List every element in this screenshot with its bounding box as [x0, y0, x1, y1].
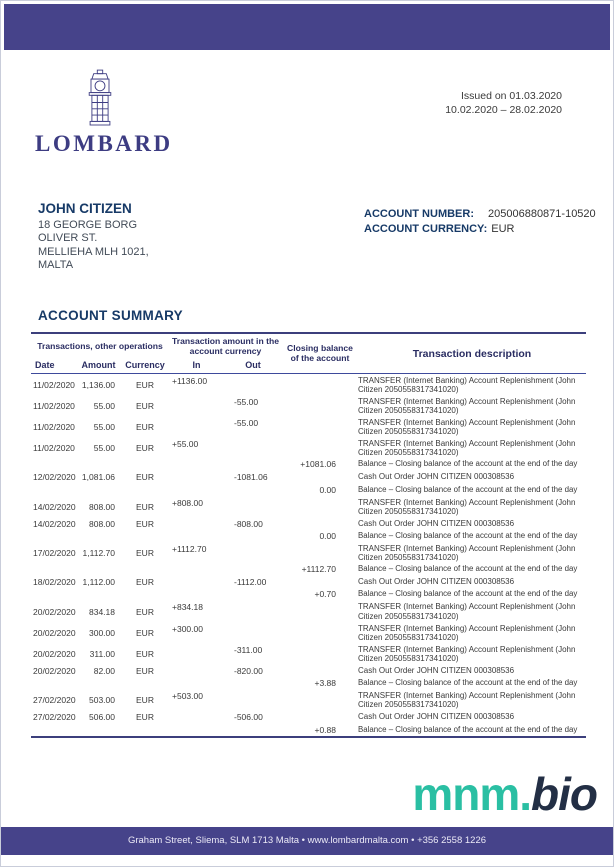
- cell-out: -311.00: [234, 644, 263, 655]
- cell-in: +503.00: [172, 691, 203, 702]
- mnm-watermark-dark: bio: [531, 768, 597, 820]
- cell-date: 17/02/2020: [33, 548, 76, 559]
- cell-in: [169, 588, 224, 600]
- cell-date: 14/02/2020: [33, 518, 76, 529]
- cell-currency: EUR: [136, 665, 154, 676]
- cell-in: [169, 395, 224, 416]
- cell-out: [224, 484, 282, 496]
- transactions-table-wrap: [31, 332, 586, 738]
- cell-in: [169, 458, 224, 470]
- cell-in: [169, 664, 224, 677]
- customer-address-line2: OLIVER ST.: [38, 232, 98, 245]
- cell-date: 27/02/2020: [33, 695, 76, 706]
- cell-date: [31, 458, 76, 470]
- cell-desc: Balance – Closing balance of the account at the end of the day: [358, 564, 578, 574]
- cell-out: [224, 373, 282, 395]
- cell-amount: 506.00: [89, 712, 115, 723]
- cell-closing: [282, 689, 358, 710]
- cell-currency: EUR: [136, 648, 154, 659]
- lombard-logo: [35, 67, 173, 157]
- transaction-row: [31, 576, 586, 589]
- cell-amount: [76, 484, 121, 496]
- cell-date: 27/02/2020: [33, 712, 76, 723]
- column-header-currency: Currency: [125, 359, 165, 370]
- cell-date: 20/02/2020: [33, 627, 76, 638]
- cell-out: [224, 724, 282, 737]
- cell-in: [169, 530, 224, 542]
- customer-address-block: [38, 201, 149, 273]
- cell-in: +55.00: [172, 439, 199, 450]
- cell-amount: 300.00: [89, 627, 115, 638]
- cell-date: [31, 563, 76, 575]
- balance-row: [31, 724, 586, 737]
- cell-closing: [282, 395, 358, 416]
- cell-amount: 55.00: [93, 443, 115, 454]
- balance-row: [31, 458, 586, 470]
- cell-out: [224, 601, 282, 622]
- cell-out: [224, 588, 282, 600]
- cell-in: [169, 484, 224, 496]
- cell-amount: 1,136.00: [81, 379, 115, 390]
- cell-desc: Balance – Closing balance of the account at the end of the day: [358, 484, 578, 494]
- cell-currency: [121, 563, 169, 575]
- cell-closing: [282, 373, 358, 395]
- cell-desc: TRANSFER (Internet Banking) Account Replenishment (John Citizen 2050558317341020): [358, 691, 576, 710]
- cell-in: +300.00: [172, 623, 203, 634]
- cell-date: 11/02/2020: [33, 443, 75, 454]
- cell-out: [224, 622, 282, 643]
- cell-currency: [121, 724, 169, 737]
- cell-desc: Balance – Closing balance of the account at the end of the day: [358, 724, 578, 734]
- cell-desc: TRANSFER (Internet Banking) Account Replenishment (John Citizen 2050558317341020): [358, 602, 576, 621]
- account-number-row: [364, 207, 596, 222]
- cell-date: [31, 588, 76, 600]
- account-summary-title: ACCOUNT SUMMARY: [38, 308, 183, 323]
- cell-closing: +1112.70: [301, 564, 336, 575]
- column-header-out: Out: [245, 359, 261, 370]
- account-currency-value: EUR: [491, 222, 515, 235]
- mnm-watermark-teal: mnm.: [412, 768, 532, 820]
- group-header-description: Transaction description: [412, 347, 532, 360]
- cell-amount: [76, 677, 121, 689]
- cell-amount: [76, 563, 121, 575]
- cell-currency: [121, 458, 169, 470]
- transaction-row: [31, 622, 586, 643]
- cell-date: 11/02/2020: [33, 379, 75, 390]
- transaction-row: [31, 689, 586, 710]
- column-header-amount: Amount: [81, 359, 116, 370]
- cell-amount: 55.00: [93, 421, 115, 432]
- cell-date: 11/02/2020: [33, 421, 75, 432]
- cell-desc: TRANSFER (Internet Banking) Account Replenishment (John Citizen 2050558317341020): [358, 417, 576, 437]
- cell-desc: TRANSFER (Internet Banking) Account Replenishment (John Citizen 2050558317341020): [358, 644, 576, 663]
- cell-date: 11/02/2020: [33, 400, 75, 411]
- cell-out: -55.00: [234, 396, 259, 407]
- cell-date: 20/02/2020: [33, 665, 76, 676]
- cell-date: 20/02/2020: [33, 606, 76, 617]
- cell-date: [31, 530, 76, 542]
- cell-currency: EUR: [136, 443, 154, 454]
- top-brand-band: [4, 4, 610, 50]
- mnm-bio-watermark: [412, 768, 597, 820]
- customer-name: JOHN CITIZEN: [38, 201, 132, 216]
- cell-closing: +3.88: [314, 678, 336, 689]
- group-header-amount-currency: Transaction amount in the account currency: [172, 336, 279, 356]
- statement-issue-info: [445, 89, 562, 117]
- cell-closing: [282, 643, 358, 664]
- transaction-row: [31, 373, 586, 395]
- cell-amount: 1,112.70: [82, 548, 115, 559]
- cell-closing: 0.00: [319, 530, 336, 541]
- cell-currency: [121, 484, 169, 496]
- cell-amount: 1,081.06: [81, 472, 115, 483]
- cell-out: [224, 677, 282, 689]
- cell-closing: [282, 496, 358, 517]
- cell-currency: EUR: [136, 472, 154, 483]
- cell-amount: 55.00: [93, 400, 115, 411]
- cell-date: [31, 484, 76, 496]
- column-header-date: Date: [35, 359, 55, 370]
- cell-amount: [76, 588, 121, 600]
- brand-wordmark: LOMBARD: [35, 131, 173, 156]
- cell-currency: EUR: [136, 695, 154, 706]
- cell-out: -820.00: [234, 665, 263, 676]
- cell-out: [224, 437, 282, 458]
- group-header-closing-balance: Closing balance of the account: [287, 343, 353, 363]
- cell-amount: 503.00: [89, 695, 115, 706]
- account-info-block: [364, 207, 596, 237]
- cell-date: [31, 724, 76, 737]
- cell-amount: 834.18: [89, 606, 115, 617]
- cell-closing: [282, 576, 358, 589]
- cell-in: [169, 471, 224, 484]
- table-header: [31, 334, 586, 373]
- cell-currency: [121, 530, 169, 542]
- cell-out: -506.00: [234, 712, 263, 723]
- cell-currency: EUR: [136, 501, 154, 512]
- group-header-transactions: Transactions, other operations: [37, 340, 163, 351]
- transaction-row: [31, 496, 586, 517]
- issued-date: Issued on 01.03.2020: [460, 90, 562, 102]
- cell-closing: [282, 622, 358, 643]
- table-body: [31, 373, 586, 736]
- group-header-row: [31, 334, 586, 359]
- customer-address-line1: 18 GEORGE BORG: [38, 219, 138, 231]
- cell-date: 18/02/2020: [33, 577, 76, 588]
- cell-amount: 82.00: [93, 665, 115, 676]
- statement-period: 10.02.2020 – 28.02.2020: [445, 104, 562, 117]
- cell-desc: Balance – Closing balance of the account at the end of the day: [358, 459, 578, 469]
- footer-contact-text: Graham Street, Sliema, SLM 1713 Malta • www.lombardmalta.com • +356 2558 1226: [127, 835, 487, 846]
- balance-row: [31, 530, 586, 542]
- account-number-value: 205006880871-10520: [488, 208, 596, 220]
- transaction-row: [31, 542, 586, 563]
- transaction-row: [31, 471, 586, 484]
- cell-desc: TRANSFER (Internet Banking) Account Replenishment (John Citizen 2050558317341020): [358, 375, 576, 394]
- cell-out: [224, 458, 282, 470]
- customer-address-line4: MALTA: [38, 259, 74, 272]
- cell-in: [169, 517, 224, 530]
- cell-currency: EUR: [136, 606, 154, 617]
- cell-desc: Balance – Closing balance of the account at the end of the day: [358, 678, 578, 688]
- transaction-row: [31, 437, 586, 458]
- account-number-label: ACCOUNT NUMBER:: [364, 208, 474, 220]
- cell-currency: EUR: [136, 627, 154, 638]
- cell-in: +808.00: [172, 497, 203, 508]
- cell-in: [169, 563, 224, 575]
- cell-desc: Cash Out Order JOHN CITIZEN 000308536: [358, 665, 515, 675]
- transaction-row: [31, 643, 586, 664]
- cell-in: [169, 711, 224, 724]
- cell-in: +1112.70: [172, 543, 207, 554]
- cell-closing: [282, 517, 358, 530]
- cell-amount: 808.00: [89, 501, 115, 512]
- cell-currency: EUR: [136, 548, 154, 559]
- cell-date: 12/02/2020: [33, 472, 76, 483]
- cell-amount: 311.00: [89, 648, 115, 659]
- cell-in: +1136.00: [172, 375, 208, 386]
- cell-closing: [282, 711, 358, 724]
- cell-desc: Cash Out Order JOHN CITIZEN 000308536: [358, 518, 515, 528]
- cell-desc: Balance – Closing balance of the account at the end of the day: [358, 589, 578, 599]
- balance-row: [31, 484, 586, 496]
- cell-closing: 0.00: [319, 484, 336, 495]
- cell-closing: +1081.06: [300, 459, 336, 470]
- cell-currency: EUR: [136, 577, 154, 588]
- cell-amount: [76, 530, 121, 542]
- cell-out: [224, 530, 282, 542]
- cell-desc: TRANSFER (Internet Banking) Account Replenishment (John Citizen 2050558317341020): [358, 497, 576, 516]
- cell-in: [169, 416, 224, 437]
- cell-currency: EUR: [136, 421, 154, 432]
- cell-currency: [121, 677, 169, 689]
- footer-contact-bar: [1, 827, 613, 855]
- cell-closing: +0.70: [314, 589, 336, 600]
- cell-desc: Cash Out Order JOHN CITIZEN 000308536: [358, 472, 515, 482]
- cell-amount: [76, 724, 121, 737]
- cell-out: [224, 542, 282, 563]
- cell-amount: 808.00: [89, 518, 115, 529]
- cell-in: [169, 576, 224, 589]
- tower-icon: [35, 67, 165, 129]
- cell-desc: Cash Out Order JOHN CITIZEN 000308536: [358, 712, 515, 722]
- transactions-table: [31, 334, 586, 738]
- cell-closing: +0.88: [314, 724, 336, 735]
- cell-closing: [282, 416, 358, 437]
- transaction-row: [31, 395, 586, 416]
- cell-closing: [282, 664, 358, 677]
- cell-out: -808.00: [234, 518, 263, 529]
- cell-in: +834.18: [172, 602, 203, 613]
- transaction-row: [31, 416, 586, 437]
- account-currency-label: ACCOUNT CURRENCY:: [364, 222, 488, 235]
- cell-desc: TRANSFER (Internet Banking) Account Replenishment (John Citizen 2050558317341020): [358, 543, 576, 563]
- cell-closing: [282, 471, 358, 484]
- cell-amount: [76, 458, 121, 470]
- cell-date: 20/02/2020: [33, 648, 76, 659]
- cell-desc: TRANSFER (Internet Banking) Account Replenishment (John Citizen 2050558317341020): [358, 439, 576, 458]
- cell-in: [169, 677, 224, 689]
- cell-closing: [282, 542, 358, 563]
- balance-row: [31, 677, 586, 689]
- cell-currency: EUR: [136, 712, 154, 723]
- cell-out: [224, 563, 282, 575]
- account-currency-row: [364, 222, 596, 237]
- cell-closing: [282, 437, 358, 458]
- cell-currency: EUR: [136, 518, 154, 529]
- column-header-in: In: [192, 359, 201, 370]
- cell-desc: TRANSFER (Internet Banking) Account Replenishment (John Citizen 2050558317341020): [358, 396, 576, 415]
- cell-in: [169, 643, 224, 664]
- cell-closing: [282, 601, 358, 622]
- cell-out: -1081.06: [234, 472, 268, 483]
- balance-row: [31, 588, 586, 600]
- cell-amount: 1,112.00: [82, 577, 115, 588]
- cell-out: -55.00: [234, 417, 259, 428]
- cell-in: [169, 724, 224, 737]
- cell-out: [224, 496, 282, 517]
- cell-currency: EUR: [136, 400, 154, 411]
- customer-address-line3: MELLIEHA MLH 1021,: [38, 245, 149, 258]
- cell-desc: Balance – Closing balance of the account at the end of the day: [358, 530, 578, 540]
- cell-currency: EUR: [136, 379, 154, 390]
- transaction-row: [31, 711, 586, 724]
- cell-date: 14/02/2020: [33, 501, 76, 512]
- cell-out: -1112.00: [234, 577, 267, 588]
- cell-date: [31, 677, 76, 689]
- cell-currency: [121, 588, 169, 600]
- transaction-row: [31, 664, 586, 677]
- cell-desc: TRANSFER (Internet Banking) Account Replenishment (John Citizen 2050558317341020): [358, 623, 576, 642]
- balance-row: [31, 563, 586, 575]
- transaction-row: [31, 601, 586, 622]
- cell-desc: Cash Out Order JOHN CITIZEN 000308536: [358, 577, 515, 587]
- transaction-row: [31, 517, 586, 530]
- cell-out: [224, 689, 282, 710]
